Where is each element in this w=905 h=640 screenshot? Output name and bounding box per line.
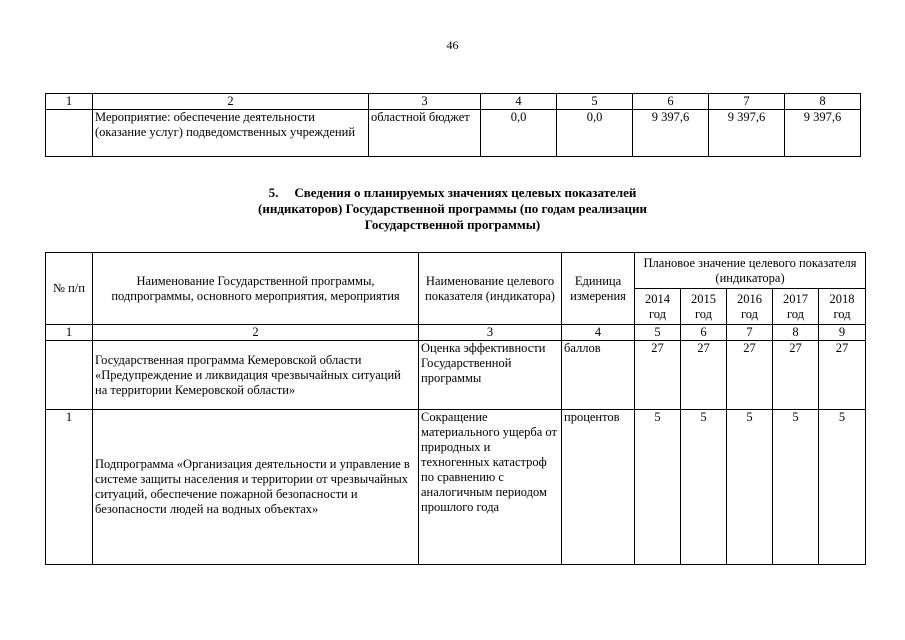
col-number: 3 bbox=[369, 94, 481, 110]
indicator-name: Оценка эффективности Государственной программы bbox=[419, 341, 562, 410]
header-year: 2018 год bbox=[819, 289, 866, 325]
col-number: 7 bbox=[727, 325, 773, 341]
header-year: 2016 год bbox=[727, 289, 773, 325]
header-name: Наименование Государственной программы, подпрограммы, основного мероприятия, мероприятия bbox=[93, 253, 419, 325]
section-title-line: Сведения о планируемых значениях целевых показателей bbox=[294, 185, 637, 200]
section-title bbox=[0, 185, 905, 233]
value-cell: 5 bbox=[819, 410, 866, 565]
value-cell: 27 bbox=[635, 341, 681, 410]
col-number: 5 bbox=[635, 325, 681, 341]
value-cell: 27 bbox=[681, 341, 727, 410]
col-number: 9 bbox=[819, 325, 866, 341]
col-number: 1 bbox=[46, 94, 93, 110]
value-cell: 9 397,6 bbox=[785, 110, 861, 157]
col-number: 8 bbox=[785, 94, 861, 110]
value-cell: 9 397,6 bbox=[709, 110, 785, 157]
unit-cell: баллов bbox=[562, 341, 635, 410]
table-row bbox=[46, 341, 866, 410]
value-cell: 27 bbox=[819, 341, 866, 410]
activity-name-cell: Мероприятие: обеспечение деятельности (оказание услуг) подведомственных учреждений bbox=[93, 110, 369, 157]
value-cell: 5 bbox=[773, 410, 819, 565]
indicator-name: Сокращение материального ущерба от природных и техногенных катастроф по сравнению с аналогичным периодом прошлого года bbox=[419, 410, 562, 565]
col-number: 7 bbox=[709, 94, 785, 110]
header-year: 2017 год bbox=[773, 289, 819, 325]
col-number: 2 bbox=[93, 94, 369, 110]
col-number: 6 bbox=[681, 325, 727, 341]
col-number: 4 bbox=[481, 94, 557, 110]
header-year: 2015 год bbox=[681, 289, 727, 325]
header-indicator: Наименование целевого показателя (индикатора) bbox=[419, 253, 562, 325]
table-row bbox=[46, 110, 861, 157]
row-num: 1 bbox=[46, 410, 93, 565]
program-name: Подпрограмма «Организация деятельности и управление в системе защиты населения и территории от чрезвычайных ситуаций, обеспечение пожарной безопасности и безопасности людей на водных объектах» bbox=[93, 410, 419, 565]
value-cell: 27 bbox=[727, 341, 773, 410]
value-cell: 27 bbox=[773, 341, 819, 410]
value-cell: 0,0 bbox=[557, 110, 633, 157]
table-row bbox=[46, 410, 866, 565]
empty-cell bbox=[46, 110, 93, 157]
funding-source-cell: областной бюджет bbox=[369, 110, 481, 157]
value-cell: 5 bbox=[681, 410, 727, 565]
header-year: 2014 год bbox=[635, 289, 681, 325]
col-number: 3 bbox=[419, 325, 562, 341]
budget-table bbox=[45, 93, 861, 157]
value-cell: 0,0 bbox=[481, 110, 557, 157]
section-title-line: (индикаторов) Государственной программы (по годам реализации bbox=[258, 201, 647, 216]
indicators-table bbox=[45, 252, 866, 565]
col-number: 6 bbox=[633, 94, 709, 110]
header-unit: Единица измерения bbox=[562, 253, 635, 325]
column-number-row bbox=[46, 94, 861, 110]
program-name: Государственная программа Кемеровской области «Предупреждение и ликвидация чрезвычайных ситуаций на территории Кемеровской области» bbox=[93, 341, 419, 410]
value-cell: 9 397,6 bbox=[633, 110, 709, 157]
col-number: 2 bbox=[93, 325, 419, 341]
section-title-line: Государственной программы) bbox=[364, 217, 541, 232]
col-number: 8 bbox=[773, 325, 819, 341]
value-cell: 5 bbox=[635, 410, 681, 565]
section-number: 5. bbox=[268, 185, 279, 200]
header-row bbox=[46, 253, 866, 289]
row-num bbox=[46, 341, 93, 410]
col-number: 5 bbox=[557, 94, 633, 110]
col-number: 4 bbox=[562, 325, 635, 341]
header-planned: Плановое значение целевого показателя (индикатора) bbox=[635, 253, 866, 289]
header-num: № п/п bbox=[46, 253, 93, 325]
col-number: 1 bbox=[46, 325, 93, 341]
column-number-row bbox=[46, 325, 866, 341]
unit-cell: процентов bbox=[562, 410, 635, 565]
page-number: 46 bbox=[446, 38, 459, 52]
value-cell: 5 bbox=[727, 410, 773, 565]
